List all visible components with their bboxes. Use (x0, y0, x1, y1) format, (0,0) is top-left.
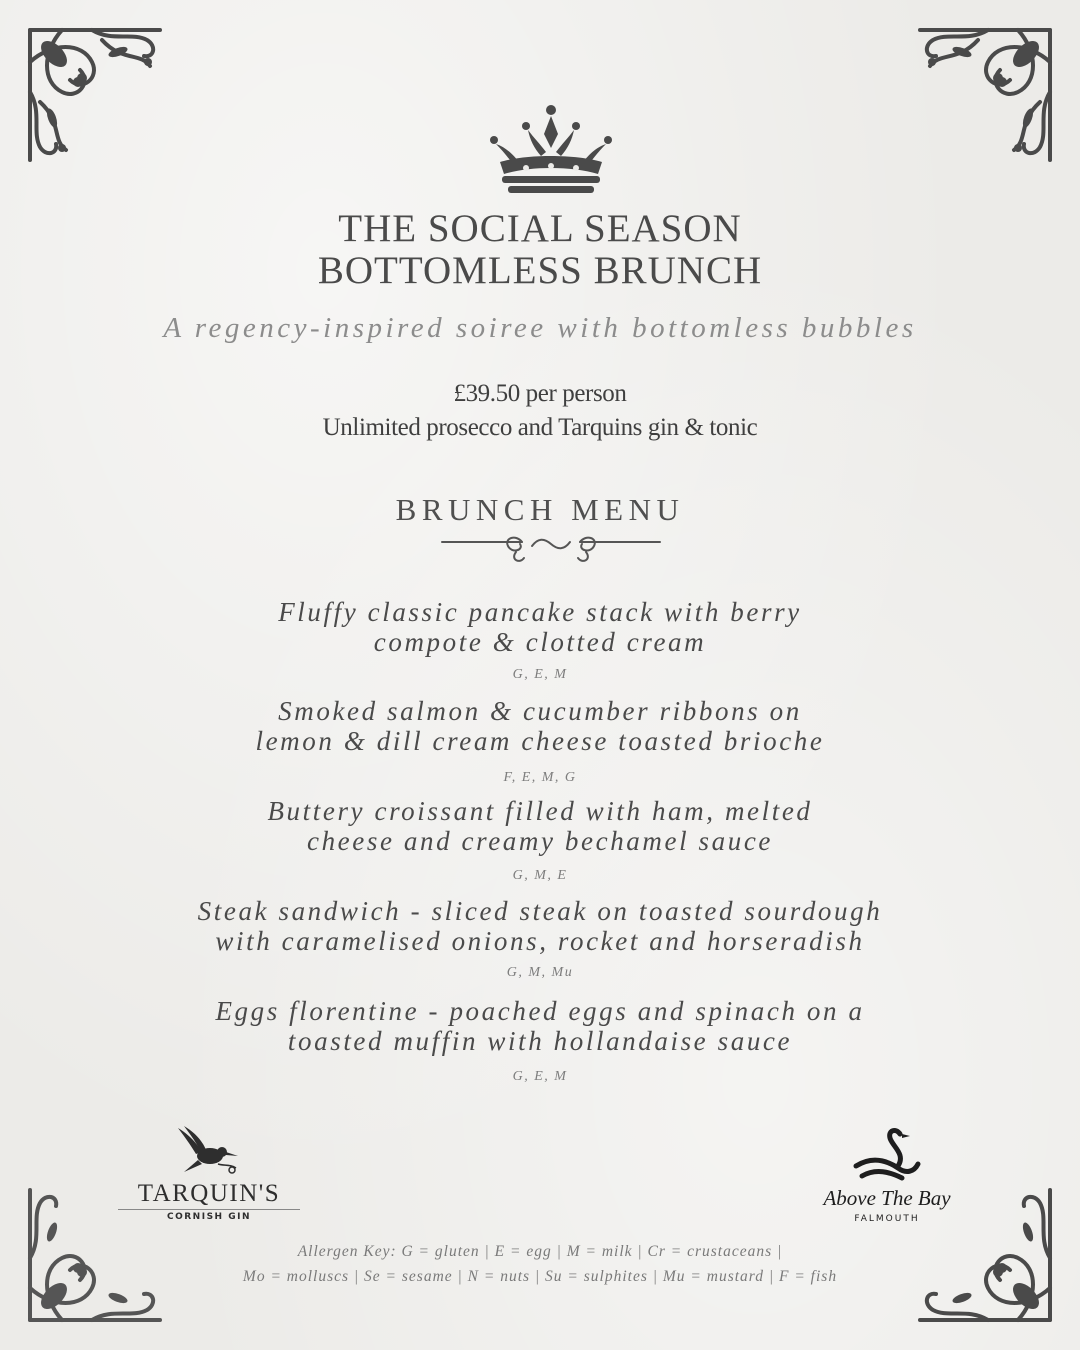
tarquins-sub: CORNISH GIN (118, 1209, 300, 1222)
hummingbird-icon (174, 1126, 240, 1176)
title-line-2: BOTTOMLESS BRUNCH (317, 249, 763, 292)
item-name-line: compote & clotted cream (373, 627, 707, 657)
item-name-line: Buttery croissant filled with ham, melted (267, 796, 813, 826)
item-name-line: toasted muffin with hollandaise sauce (287, 1026, 793, 1056)
allergen-key-line: Allergen Key: G = gluten | E = egg | M = milk | Cr = crustaceans | (297, 1243, 783, 1260)
item-allergens: G, M, Mu (506, 965, 574, 980)
corner-flourish-icon (22, 22, 167, 167)
menu-item (0, 996, 1080, 1056)
crown-icon (486, 104, 616, 196)
bay-sub: FALMOUTH (854, 1214, 920, 1224)
item-allergens: G, E, M (512, 667, 568, 682)
price-text: £39.50 per person (453, 380, 627, 407)
item-name-line: Steak sandwich - sliced steak on toasted sourdough (197, 896, 883, 926)
item-name-line: Smoked salmon & cucumber ribbons on (278, 696, 802, 726)
allergen-key-line: Mo = molluscs | Se = sesame | N = nuts | Su = sulphites | Mu = mustard | F = fish (242, 1268, 838, 1285)
item-name-line: cheese and creamy bechamel sauce (306, 826, 774, 856)
bay-name: Above The Bay (823, 1186, 951, 1210)
page-title (0, 208, 1080, 292)
item-name-line: with caramelised onions, rocket and horseradish (215, 926, 865, 956)
item-name-line: Eggs florentine - poached eggs and spinach on a (215, 996, 865, 1026)
price-block (0, 377, 1080, 445)
item-name-line: Fluffy classic pancake stack with berry (278, 597, 802, 627)
menu-item (0, 796, 1080, 856)
item-allergens: F, E, M, G (503, 770, 577, 785)
title-line-1: THE SOCIAL SEASON (338, 207, 742, 250)
item-allergens: G, E, M (512, 1069, 568, 1084)
subtitle: A regency-inspired soiree with bottomless bubbles (163, 312, 917, 344)
drinks-text: Unlimited prosecco and Tarquins gin & tonic (322, 414, 758, 441)
allergen-key (0, 1239, 1080, 1289)
item-allergens: G, M, E (512, 868, 568, 883)
tarquins-name: TARQUIN'S (137, 1180, 281, 1207)
item-name-line: lemon & dill cream cheese toasted brioche (255, 726, 825, 756)
menu-item (0, 696, 1080, 756)
swan-icon (852, 1126, 922, 1184)
above-the-bay-logo (812, 1124, 962, 1229)
menu-heading: BRUNCH MENU (395, 492, 685, 527)
menu-item (0, 896, 1080, 956)
corner-flourish-icon (913, 22, 1058, 167)
tarquins-logo (118, 1124, 300, 1229)
divider-flourish-icon (440, 530, 662, 566)
menu-item (0, 597, 1080, 657)
